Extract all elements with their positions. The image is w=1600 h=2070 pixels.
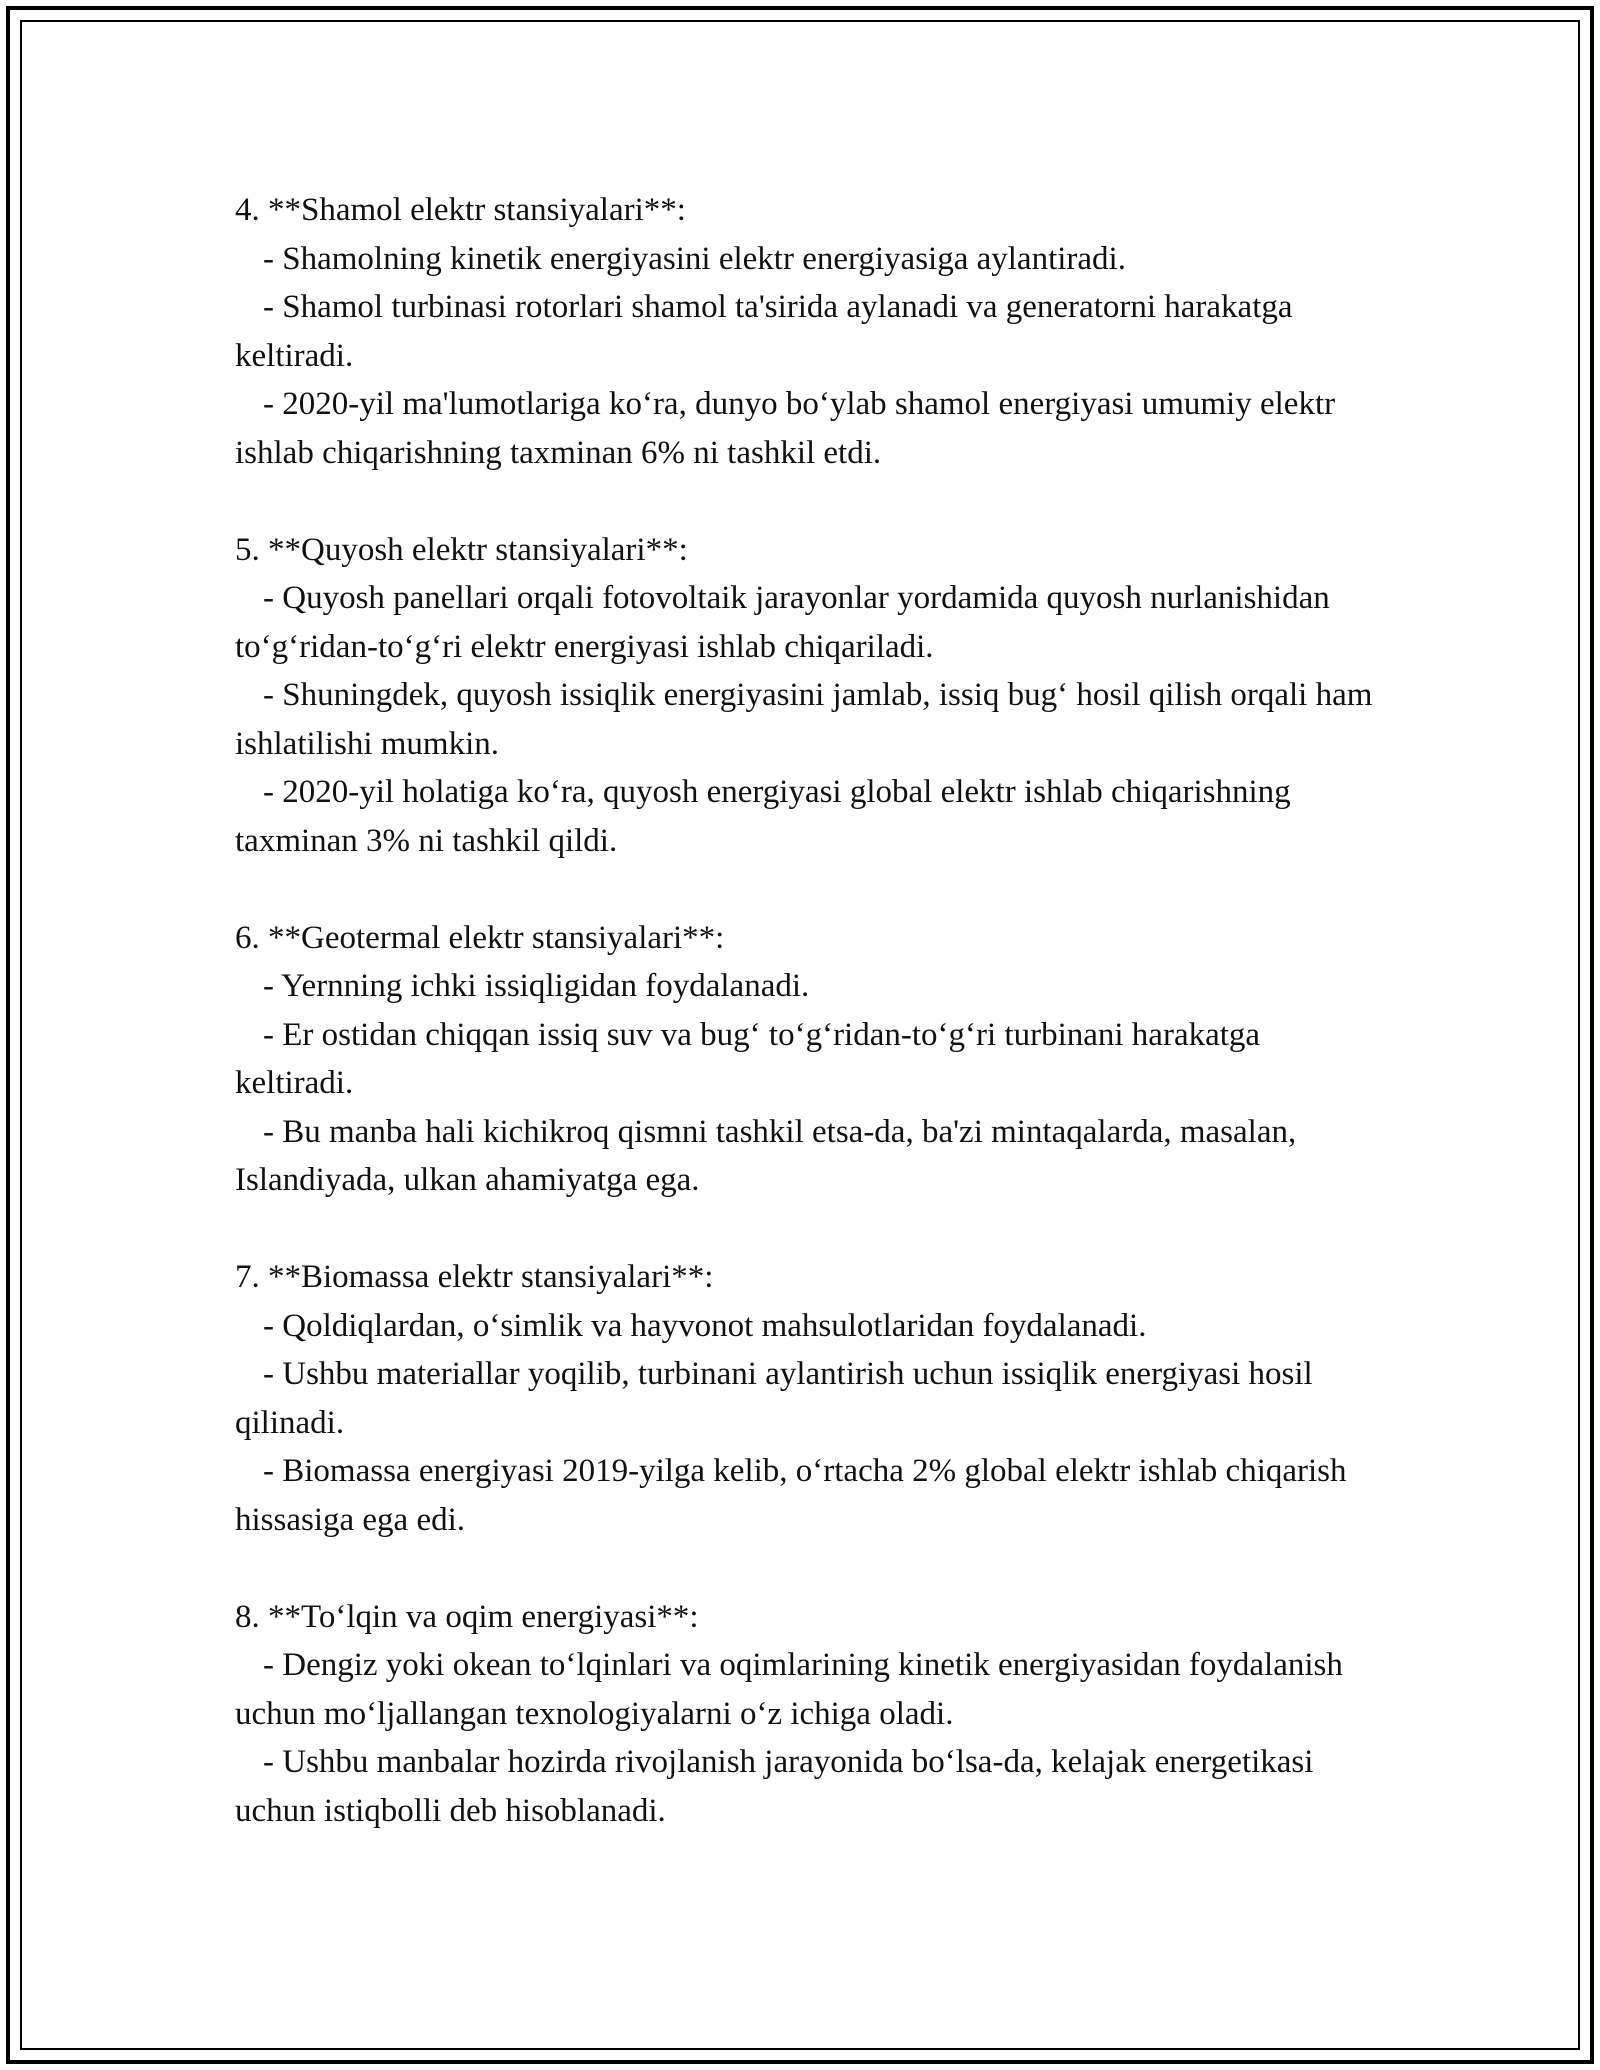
bullet-item: - Dengiz yoki okean toʻlqinlari va oqimlarining kinetik energiyasidan foydalanish uchun moʻljallangan texnologiyalarni oʻz ichiga oladi. [235, 1647, 1343, 1732]
bullet-item: - 2020-yil ma'lumotlariga koʻra, dunyo boʻylab shamol energiyasi umumiy elektr ishlab chiqarishning taxminan 6% ni tashkil etdi. [235, 386, 1336, 471]
bullet-item: - Shamolning kinetik energiyasini elektr energiyasiga aylantiradi. [263, 240, 1126, 277]
bullet-item: - Ushbu materiallar yoqilib, turbinani aylantirish uchun issiqlik energiyasi hosil qilinadi. [235, 1356, 1313, 1441]
bullet-item: - Bu manba hali kichikroq qismni tashkil etsa-da, ba'zi mintaqalarda, masalan, Islandiyada, ulkan ahamiyatga ega. [235, 1113, 1297, 1198]
section-heading: 5. **Quyosh elektr stansiyalari**: [235, 531, 688, 568]
section-wind-power [235, 186, 1385, 477]
section-geothermal-power [235, 914, 1385, 1205]
section-heading: 8. **Toʻlqin va oqim energiyasi**: [235, 1598, 699, 1635]
bullet-item: - Shuningdek, quyosh issiqlik energiyasini jamlab, issiq bugʻ hosil qilish orqali ham ishlatilishi mumkin. [235, 677, 1373, 762]
section-heading: 4. **Shamol elektr stansiyalari**: [235, 192, 686, 228]
section-biomass-power [235, 1253, 1385, 1544]
bullet-item: - Qoldiqlardan, oʻsimlik va hayvonot mahsulotlaridan foydalanadi. [263, 1307, 1147, 1344]
section-heading: 6. **Geotermal elektr stansiyalari**: [235, 919, 725, 956]
section-solar-power [235, 526, 1385, 866]
bullet-item: - Yernning ichki issiqligidan foydalanadi. [263, 968, 810, 1004]
bullet-item: - Ushbu manbalar hozirda rivojlanish jarayonida boʻlsa-da, kelajak energetikasi uchun istiqbolli deb hisoblanadi. [235, 1744, 1314, 1829]
document-body [235, 186, 1385, 1835]
bullet-item: - Biomassa energiyasi 2019-yilga kelib, oʻrtacha 2% global elektr ishlab chiqarish hissasiga ega edi. [235, 1453, 1347, 1538]
bullet-item: - Er ostidan chiqqan issiq suv va bugʻ toʻgʻridan-toʻgʻri turbinani harakatga keltiradi. [235, 1016, 1261, 1101]
section-heading: 7. **Biomassa elektr stansiyalari**: [235, 1259, 714, 1295]
bullet-item: - Shamol turbinasi rotorlari shamol ta'sirida aylanadi va generatorni harakatga keltiradi. [235, 289, 1293, 374]
bullet-item: - 2020-yil holatiga koʻra, quyosh energiyasi global elektr ishlab chiqarishning taxminan 3% ni tashkil qildi. [235, 774, 1291, 859]
section-wave-tidal-energy [235, 1593, 1385, 1836]
bullet-item: - Quyosh panellari orqali fotovoltaik jarayonlar yordamida quyosh nurlanishidan toʻgʻridan-toʻgʻri elektr energiyasi ishlab chiqariladi. [235, 580, 1330, 665]
